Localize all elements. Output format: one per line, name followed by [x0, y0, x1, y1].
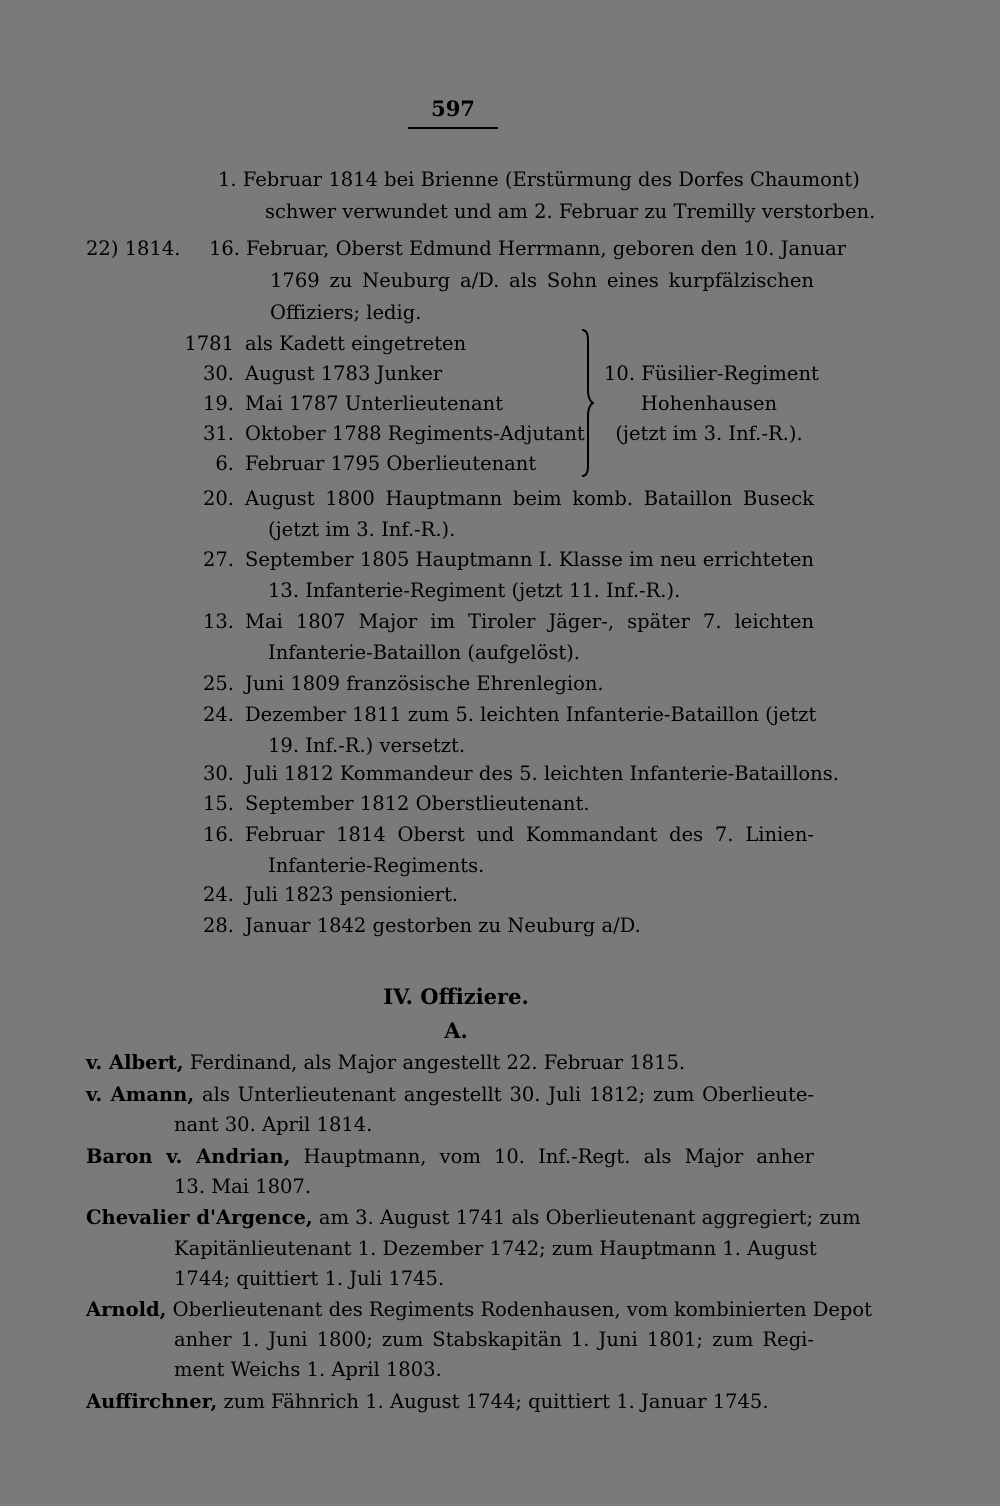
career-text: Februar 1795 Oberlieutenant: [245, 452, 537, 475]
officer-text: Kapitänlieutenant 1. Dezember 1742; zum Hauptmann 1. August: [174, 1237, 817, 1260]
officer-name: Chevalier d'Argence,: [86, 1206, 313, 1229]
career-day: 30.: [202, 362, 234, 385]
career-text: Infanterie-Bataillon (aufgelöst).: [268, 641, 581, 664]
officer-text: zum Fähnrich 1. August 1744; quittiert 1. Januar 1745.: [223, 1390, 769, 1413]
career-text: Dezember 1811 zum 5. leichten Infanterie-Bataillon (jetzt: [245, 703, 817, 726]
officer-name: Arnold,: [86, 1298, 167, 1321]
entry-number: 22) 1814.: [86, 237, 181, 260]
career-text: (jetzt im 3. Inf.-R.).: [268, 518, 456, 541]
officer-text: Ferdinand, als Major angestellt 22. Februar 1815.: [189, 1051, 686, 1074]
career-text: als Kadett eingetreten: [245, 332, 467, 355]
officer-entry: [86, 1142, 814, 1172]
career-day: 25.: [202, 672, 234, 695]
officer-name: Auffirchner,: [86, 1390, 218, 1413]
letter-heading: A.: [444, 1018, 468, 1043]
career-text: Oktober 1788 Regiments-Adjutant: [245, 422, 585, 445]
officer-text: 1744; quittiert 1. Juli 1745.: [174, 1267, 445, 1290]
career-text: Juli 1823 pensioniert.: [245, 883, 459, 906]
officer-entry: [86, 1048, 685, 1078]
career-text: Juli 1812 Kommandeur des 5. leichten Infanterie-Bataillons.: [245, 762, 839, 785]
career-text: Januar 1842 gestorben zu Neuburg a/D.: [245, 914, 641, 937]
officer-text: anher 1. Juni 1800; zum Stabskapitän 1. Juni 1801; zum Regi-: [174, 1328, 814, 1351]
career-day: 6.: [215, 452, 234, 475]
previous-entry-line-1: 1. Februar 1814 bei Brienne (Erstürmung des Dorfes Chaumont): [218, 168, 860, 191]
officer-text: ment Weichs 1. April 1803.: [174, 1358, 442, 1381]
career-text: August 1800 Hauptmann beim komb. Bataillon Buseck: [245, 487, 814, 510]
officer-text: als Unterlieutenant angestellt 30. Juli 1812; zum Oberlieute-: [201, 1083, 815, 1106]
entry-day: 16.: [208, 237, 240, 260]
career-day: 15.: [202, 792, 234, 815]
regiment-note-line-1: 10. Füsilier-Regiment: [604, 362, 819, 385]
career-text: 19. Inf.-R.) versetzt.: [268, 734, 466, 757]
entry-line-3: Offiziers; ledig.: [270, 301, 422, 324]
page-number: 597: [408, 96, 498, 129]
officer-entry: [86, 1080, 814, 1110]
officer-text: am 3. August 1741 als Oberlieutenant aggregiert; zum: [318, 1206, 861, 1229]
officer-text: 13. Mai 1807.: [174, 1175, 312, 1198]
career-text: Mai 1787 Unterlieutenant: [245, 392, 504, 415]
officer-entry: [86, 1203, 861, 1233]
section-heading: IV. Offiziere.: [383, 984, 529, 1009]
career-text: Infanterie-Regiments.: [268, 854, 485, 877]
career-day: 27.: [202, 548, 234, 571]
career-day: 16.: [202, 823, 234, 846]
right-brace: [580, 328, 594, 478]
career-text: Mai 1807 Major im Tiroler Jäger-, später 7. leichten: [245, 610, 814, 633]
career-text: September 1805 Hauptmann I. Klasse im neu errichteten: [245, 548, 814, 571]
career-day: 24.: [202, 703, 234, 726]
officer-entry: [86, 1295, 872, 1325]
career-text: 13. Infanterie-Regiment (jetzt 11. Inf.-R.).: [268, 579, 681, 602]
officer-name: v. Amann,: [86, 1083, 195, 1106]
career-text: Juni 1809 französische Ehrenlegion.: [245, 672, 604, 695]
career-day: 31.: [202, 422, 234, 445]
career-day: 20.: [202, 487, 234, 510]
career-day: 19.: [202, 392, 234, 415]
regiment-note-line-2: Hohenhausen: [640, 392, 778, 415]
entry-line-1: Februar, Oberst Edmund Herrmann, geboren den 10. Januar: [246, 237, 847, 260]
entry-line-2: 1769 zu Neuburg a/D. als Sohn eines kurpfälzischen: [270, 269, 814, 292]
career-text: Februar 1814 Oberst und Kommandant des 7. Linien-: [245, 823, 814, 846]
officer-text: nant 30. April 1814.: [174, 1113, 373, 1136]
officer-entry: [86, 1387, 769, 1417]
officer-text: Oberlieutenant des Regiments Rodenhausen, vom kombinierten Depot: [172, 1298, 872, 1321]
career-day: 24.: [202, 883, 234, 906]
career-day: 28.: [202, 914, 234, 937]
career-text: August 1783 Junker: [245, 362, 443, 385]
career-day: 13.: [202, 610, 234, 633]
officer-name: Baron v. Andrian,: [86, 1145, 291, 1168]
career-day: 30.: [202, 762, 234, 785]
previous-entry-line-2: schwer verwundet und am 2. Februar zu Tremilly verstorben.: [265, 200, 876, 223]
officer-name: v. Albert,: [86, 1051, 184, 1074]
regiment-note-line-3: (jetzt im 3. Inf.-R.).: [615, 422, 803, 445]
career-day: 1781: [184, 332, 234, 355]
career-text: September 1812 Oberstlieutenant.: [245, 792, 590, 815]
officer-text: Hauptmann, vom 10. Inf.-Regt. als Major anher: [303, 1145, 814, 1168]
